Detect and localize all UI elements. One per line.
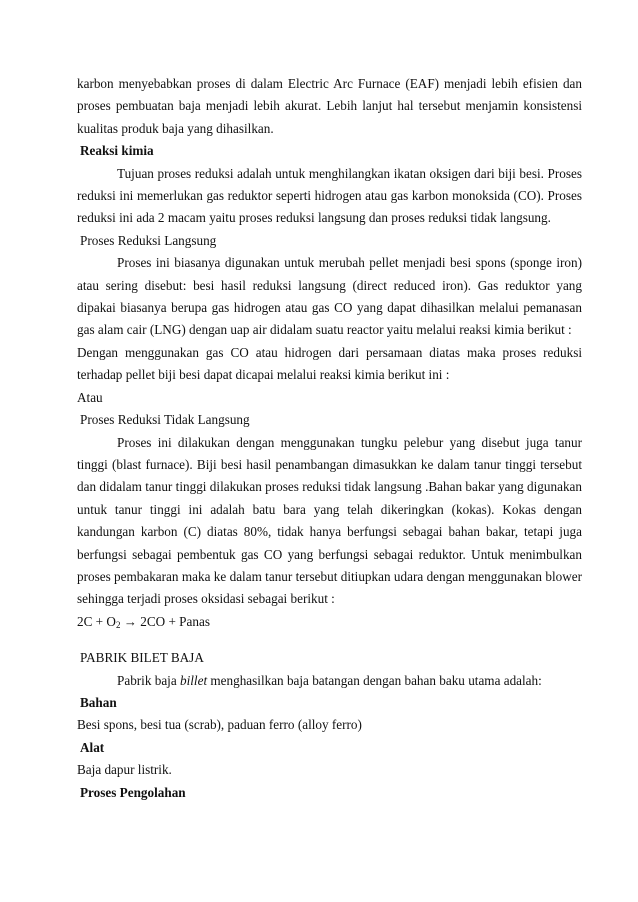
paragraph-reduksi-tidak-langsung: Proses ini dilakukan dengan menggunakan tungku pelebur yang disebut juga tanur tinggi (blast furnace). Biji besi hasil penambangan dimasukkan ke dalam tanur tinggi tersebut dan didalam tanur tinggi dilakukan proses reduksi tidak langsung .Bahan bakar yang digunakan untuk tanur tinggi ini adalah batu bara yang telah dikeringkan (kokas). Kokas dengan kandungan karbon (C) diatas 80%, tidak hanya berfungsi sebagai bahan bakar, tetapi juga berfungsi sebagai pembentuk gas CO yang berfungsi sebagai reduktor. Untuk menimbulkan proses pembakaran maka ke dalam tanur tersebut ditiupkan udara dengan menggunakan blower sehingga terjadi proses oksidasi sebagai berikut :: [77, 434, 582, 607]
heading-proses-reduksi-tidak-langsung: Proses Reduksi Tidak Langsung: [80, 412, 250, 428]
heading-reaksi-kimia: Reaksi kimia: [80, 143, 154, 159]
pabrik-text-after: menghasilkan baja batangan dengan bahan baku utama adalah:: [207, 672, 542, 688]
pabrik-text-italic: billet: [180, 672, 208, 688]
paragraph-pabrik-bilet: [77, 670, 582, 692]
oxidation-equation: [77, 611, 582, 633]
equation-right: → 2CO + Panas: [120, 613, 210, 629]
text-bahan: Besi spons, besi tua (scrab), paduan ferro (alloy ferro): [77, 717, 362, 733]
heading-pabrik-bilet-baja: PABRIK BILET BAJA: [80, 650, 204, 666]
paragraph-intro: karbon menyebabkan proses di dalam Electric Arc Furnace (EAF) menjadi lebih efisien dan proses pembuatan baja menjadi lebih akurat. Lebih lanjut hal tersebut menjamin konsistensi kualitas produk baja yang dihasilkan.: [77, 76, 582, 136]
heading-bahan: Bahan: [80, 694, 117, 710]
equation-subscript: 2: [115, 619, 121, 630]
heading-proses-pengolahan: Proses Pengolahan: [80, 784, 186, 800]
heading-proses-reduksi-langsung: Proses Reduksi Langsung: [80, 232, 217, 248]
paragraph-reaksi-kimia: Tujuan proses reduksi adalah untuk menghilangkan ikatan oksigen dari biji besi. Proses reduksi ini memerlukan gas reduktor seperti hidrogen atau gas karbon monoksida (CO). Proses reduksi ini ada 2 macam yaitu proses reduksi langsung dan proses reduksi tidak langsung.: [77, 165, 582, 226]
text-atau: Atau: [77, 389, 103, 405]
paragraph-reduksi-langsung: Proses ini biasanya digunakan untuk merubah pellet menjadi besi spons (sponge iron) atau sering disebut: besi hasil reduksi langsung (direct reduced iron). Gas reduktor yang dipakai biasanya berupa gas hidrogen atau gas CO yang dapat dihasilkan melalui pemanasan gas alam cair (LNG) dengan uap air didalam suatu reactor yaitu melalui reaksi kimia berikut :: [77, 255, 582, 338]
paragraph-dengan-menggunakan: Dengan menggunakan gas CO atau hidrogen dari persamaan diatas maka proses reduksi terhadap pellet biji besi dapat dicapai melalui reaksi kimia berikut ini :: [77, 344, 582, 383]
text-alat: Baja dapur listrik.: [77, 762, 172, 778]
pabrik-text-before: Pabrik baja: [117, 672, 180, 688]
equation-left: 2C + O: [77, 613, 116, 629]
heading-alat: Alat: [80, 739, 105, 755]
